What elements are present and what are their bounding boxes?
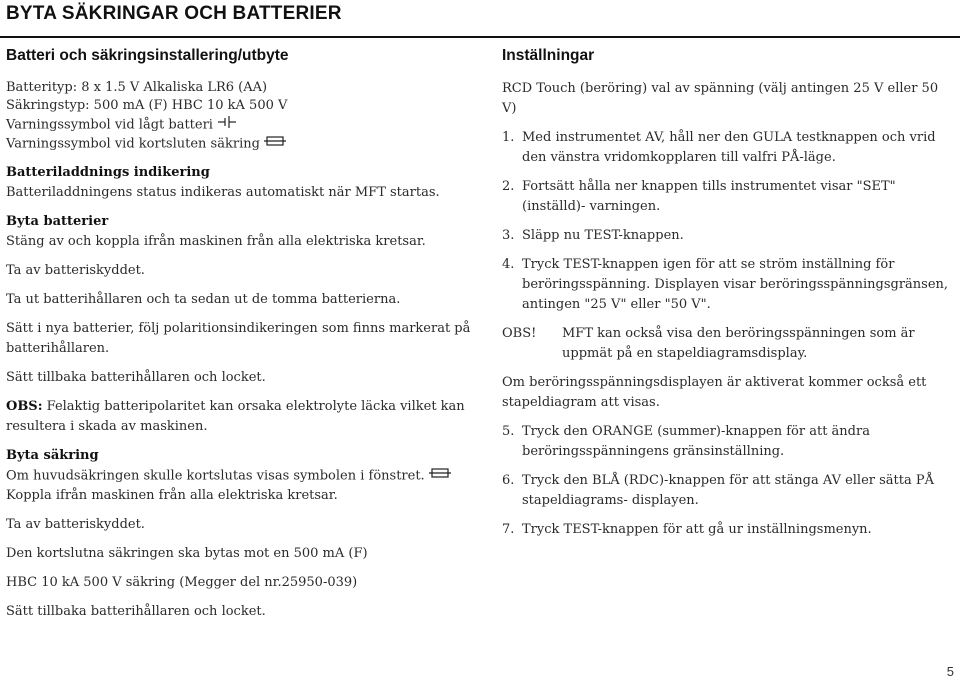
heading-replace-fuse: Byta säkring [6, 447, 99, 463]
list-item [502, 128, 954, 168]
battery-icon [217, 115, 237, 135]
fuse-line1-text: Om huvudsäkringen skulle kortslutas visas symbolen i fönstret. [6, 468, 425, 483]
list-text: Med instrumentet AV, håll ner den GULA testknappen och vrid den vänstra vridomkopplaren till valfri PÅ-läge. [522, 130, 936, 165]
fuse-icon [264, 135, 286, 153]
list-text: Tryck TEST-knappen igen för att se ström inställning för beröringsspänning. Displayen visar beröringsspänningsgränsen, antingen "25 V" eller "50 V". [522, 257, 949, 312]
settings-intro: RCD Touch (beröring) val av spänning (välj antingen 25 V eller 50 V) [502, 81, 939, 116]
list-item [502, 226, 954, 246]
list-text: Tryck TEST-knappen för att gå ur inställningsmenyn. [522, 522, 872, 537]
heading-battery-charging: Batteriladdnings indikering [6, 164, 210, 180]
obs-text: Felaktig batteripolaritet kan orsaka elektrolyte läcka vilket kan resultera i skada av maskinen. [6, 398, 465, 434]
obs-warning [6, 397, 476, 437]
bar-graph-note: Om beröringsspänningsdisplayen är aktiverat kommer också ett stapeldiagram att visas. [502, 375, 927, 410]
fuse-icon [429, 466, 451, 486]
right-column [502, 46, 954, 540]
list-item [502, 520, 954, 540]
fuse-step: Ta av batteriskyddet. [6, 517, 145, 532]
section-title-batteries-fuses: Batteri och säkringsinstallering/utbyte [6, 47, 289, 64]
list-item [502, 177, 954, 217]
fuse-step: Den kortslutna säkringen ska bytas mot en 500 mA (F) [6, 546, 368, 561]
text-battery-charging: Batteriladdningens status indikeras automatiskt när MFT startas. [6, 184, 440, 200]
spec-low-battery-label: Varningssymbol vid lågt batteri [6, 117, 213, 133]
page-title: BYTA SÄKRINGAR OCH BATTERIER [6, 3, 342, 24]
heading-replace-batteries: Byta batterier [6, 213, 109, 229]
spec-short-fuse [6, 135, 476, 154]
list-item [502, 471, 954, 511]
left-column [6, 46, 476, 622]
battery-step: Ta av batteriskyddet. [6, 262, 145, 278]
obs-text: MFT kan också visa den beröringsspänningen som är uppmät på en stapeldiagramsdisplay. [562, 326, 915, 361]
battery-step: Sätt tillbaka batterihållaren och locket. [6, 369, 266, 385]
list-number: 2. [502, 179, 515, 194]
title-divider [0, 36, 960, 38]
obs-label: OBS: [6, 398, 43, 414]
fuse-step: HBC 10 kA 500 V säkring (Megger del nr.25950-039) [6, 575, 358, 590]
battery-step: Ta ut batterihållaren och ta sedan ut de tomma batterierna. [6, 291, 401, 307]
list-text: Tryck den ORANGE (summer)-knappen för att ändra beröringsspänningens gränsinställning. [522, 424, 870, 459]
list-number: 4. [502, 257, 515, 272]
section-title-settings: Inställningar [502, 47, 595, 64]
obs-note [502, 324, 954, 364]
spec-low-battery [6, 115, 476, 135]
spec-short-fuse-label: Varningssymbol vid kortsluten säkring [6, 136, 260, 152]
list-number: 6. [502, 473, 515, 488]
list-text: Tryck den BLÅ (RDC)-knappen för att stänga AV eller sätta PÅ stapeldiagrams- displayen. [522, 473, 935, 508]
list-number: 7. [502, 522, 515, 537]
page-number: 5 [946, 664, 954, 679]
battery-step: Sätt i nya batterier, följ polaritionsindikeringen som finns markerat på batterihållaren. [6, 320, 471, 356]
battery-step: Stäng av och koppla ifrån maskinen från alla elektriska kretsar. [6, 233, 426, 249]
list-text: Släpp nu TEST-knappen. [522, 228, 684, 243]
fuse-line [6, 466, 476, 487]
list-item [502, 255, 954, 315]
list-number: 3. [502, 228, 515, 243]
spec-fuse-type: Säkringstyp: 500 mA (F) HBC 10 kA 500 V [6, 98, 288, 113]
list-text: Fortsätt hålla ner knappen tills instrumentet visar "SET" (inställd)- varningen. [522, 179, 896, 214]
list-number: 1. [502, 130, 515, 145]
list-number: 5. [502, 424, 515, 439]
spec-battery-type: Batterityp: 8 x 1.5 V Alkaliska LR6 (AA) [6, 80, 268, 95]
list-item [502, 422, 954, 462]
obs-label: OBS! [502, 326, 537, 341]
fuse-line2-text: Koppla ifrån maskinen från alla elektriska kretsar. [6, 488, 338, 503]
fuse-step: Sätt tillbaka batterihållaren och locket. [6, 604, 266, 619]
